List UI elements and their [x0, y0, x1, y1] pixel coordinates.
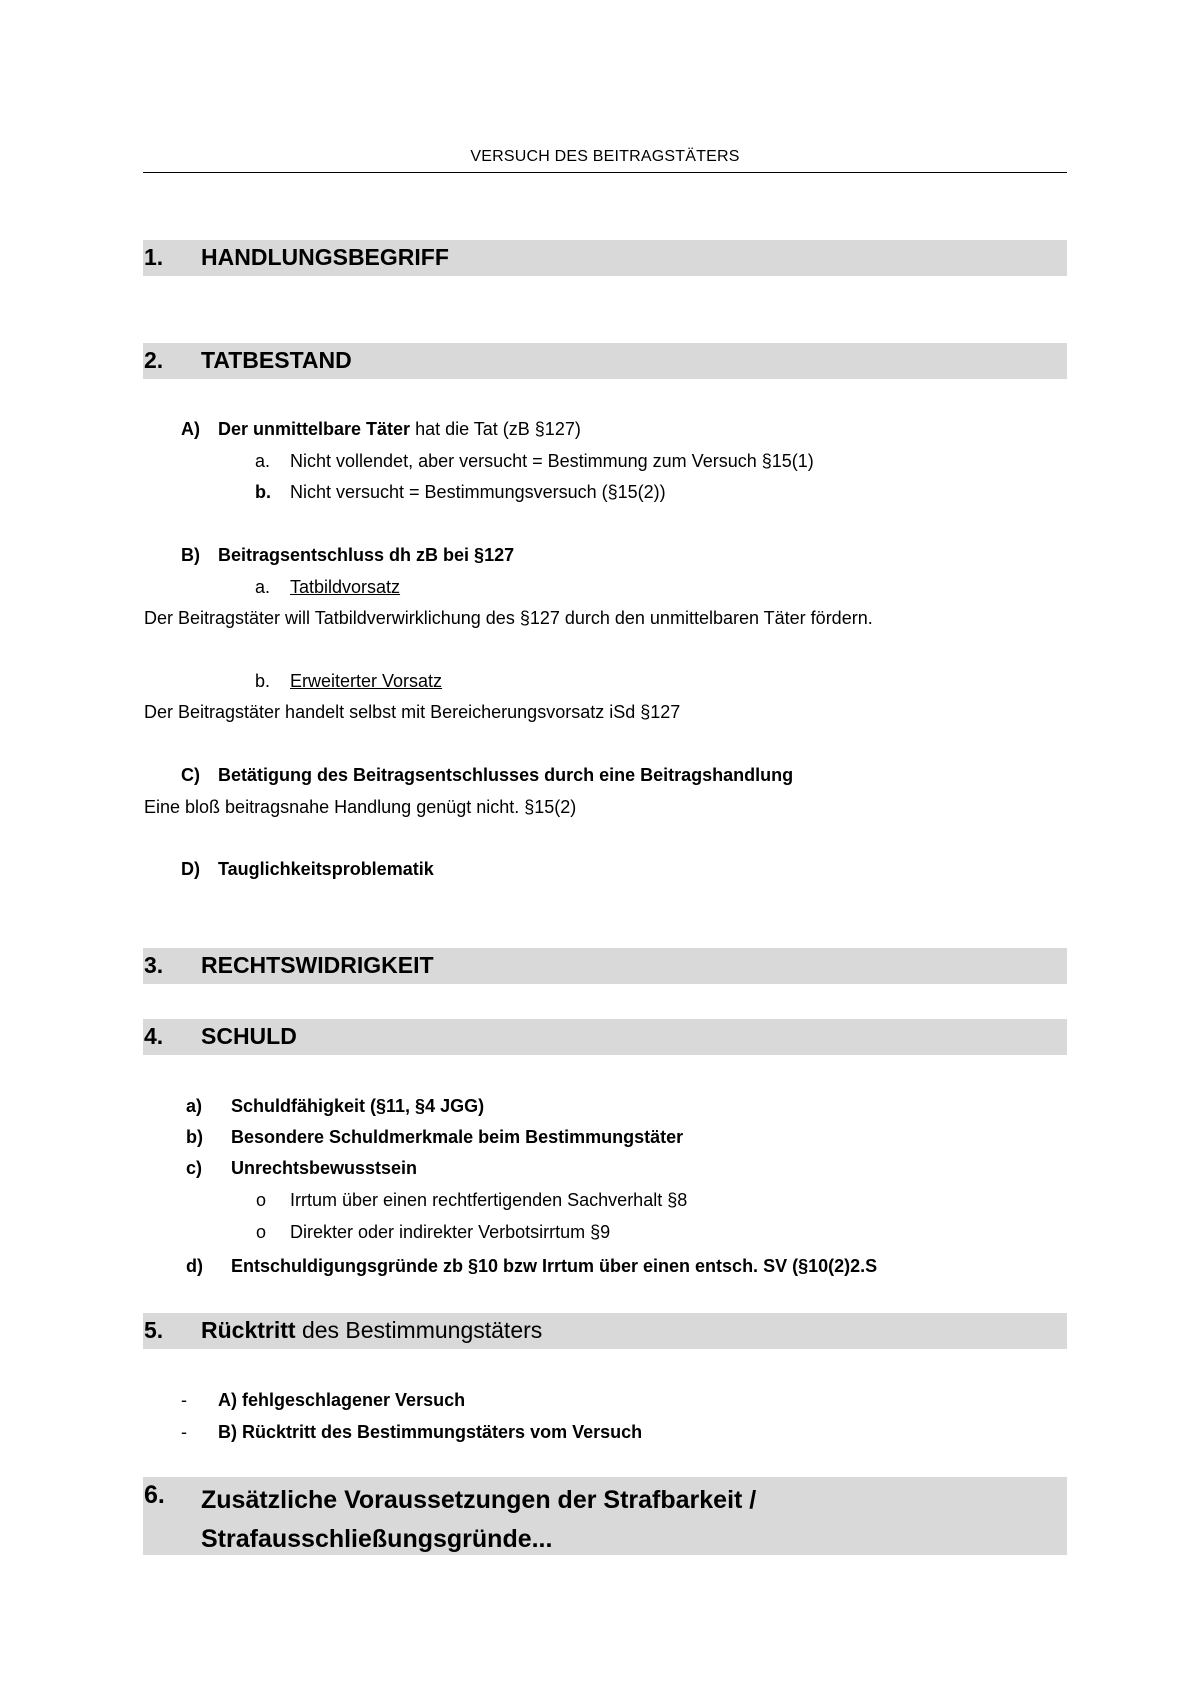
bullet-marker: o — [256, 1222, 267, 1242]
sub-item-text: Nicht vollendet, aber versucht = Bestimmung zum Versuch §15(1) — [290, 451, 814, 471]
section-heading-5 — [143, 1313, 1067, 1349]
section-number: 6. — [144, 1481, 165, 1509]
section-heading-4 — [143, 1019, 1067, 1055]
list-item-d: Tauglichkeitsproblematik — [218, 859, 434, 879]
section-number: 1. — [144, 244, 164, 270]
section-number: 3. — [144, 952, 164, 978]
dash-marker: - — [181, 1422, 187, 1442]
paragraph: Der Beitragstäter handelt selbst mit Bereicherungsvorsatz iSd §127 — [144, 702, 681, 722]
paragraph: Eine bloß beitragsnahe Handlung genügt nicht. §15(2) — [144, 797, 577, 817]
section-title: Zusätzliche Voraussetzungen der Strafbarkeit / Strafausschließungsgründe... — [201, 1486, 757, 1553]
list-item-c: Betätigung des Beitragsentschlusses durch eine Beitragshandlung — [218, 765, 794, 785]
bullet-marker: o — [256, 1190, 267, 1210]
sub-marker: a. — [255, 577, 271, 597]
list-marker: B) — [181, 545, 200, 565]
section-title: HANDLUNGSBEGRIFF — [201, 244, 449, 270]
list-marker: D) — [181, 859, 200, 879]
sub-item-text: Nicht versucht = Bestimmungsversuch (§15(2)) — [290, 482, 666, 502]
section-heading-2 — [143, 343, 1067, 379]
document-page — [143, 0, 1067, 1698]
section-number: 4. — [144, 1023, 164, 1049]
list-marker: d) — [186, 1256, 203, 1276]
sub-item-text: Irrtum über einen rechtfertigenden Sachverhalt §8 — [290, 1190, 688, 1210]
paragraph: Der Beitragstäter will Tatbildverwirklichung des §127 durch den unmittelbaren Täter fördern. — [144, 608, 873, 628]
list-item-a — [218, 418, 581, 440]
list-marker: A) — [181, 419, 200, 439]
list-item: Unrechtsbewusstsein — [231, 1158, 418, 1178]
sub-item-text: Direkter oder indirekter Verbotsirrtum §9 — [290, 1222, 611, 1242]
document-title: VERSUCH DES BEITRAGSTÄTERS — [470, 148, 740, 165]
sub-marker: b. — [255, 671, 271, 691]
section-number: 2. — [144, 347, 164, 373]
list-item: Entschuldigungsgründe zb §10 bzw Irrtum über einen entsch. SV (§10(2)2.S — [231, 1256, 878, 1276]
section-number: 5. — [144, 1317, 164, 1343]
section-title: TATBESTAND — [201, 347, 352, 373]
list-item: Besondere Schuldmerkmale beim Bestimmungstäter — [231, 1127, 684, 1147]
section-title-bold: Rücktritt — [201, 1317, 296, 1343]
section-heading-6 — [143, 1477, 1067, 1555]
list-item-b: Beitragsentschluss dh zB bei §127 — [218, 545, 515, 565]
title-underline — [143, 172, 1067, 173]
dash-marker: - — [181, 1390, 187, 1410]
section-title-rest: des Bestimmungstäters — [295, 1317, 543, 1343]
list-item: B) Rücktritt des Bestimmungstäters vom Versuch — [218, 1422, 643, 1442]
list-item: A) fehlgeschlagener Versuch — [218, 1390, 466, 1410]
section-title: SCHULD — [201, 1023, 297, 1049]
list-marker: b) — [186, 1127, 203, 1147]
sub-marker: a. — [255, 451, 271, 471]
section-heading-3 — [143, 948, 1067, 984]
section-title — [201, 1317, 542, 1344]
list-marker: c) — [186, 1158, 203, 1178]
list-item-rest: hat die Tat (zB §127) — [410, 419, 581, 439]
sub-item-text: Erweiterter Vorsatz — [290, 671, 443, 691]
section-heading-1 — [143, 240, 1067, 276]
list-marker: a) — [186, 1096, 203, 1116]
sub-marker: b. — [255, 482, 271, 502]
list-marker: C) — [181, 765, 200, 785]
list-item-bold: Der unmittelbare Täter — [218, 419, 411, 439]
sub-item-text: Tatbildvorsatz — [290, 577, 401, 597]
section-title: RECHTSWIDRIGKEIT — [201, 952, 434, 978]
list-item: Schuldfähigkeit (§11, §4 JGG) — [231, 1096, 485, 1116]
